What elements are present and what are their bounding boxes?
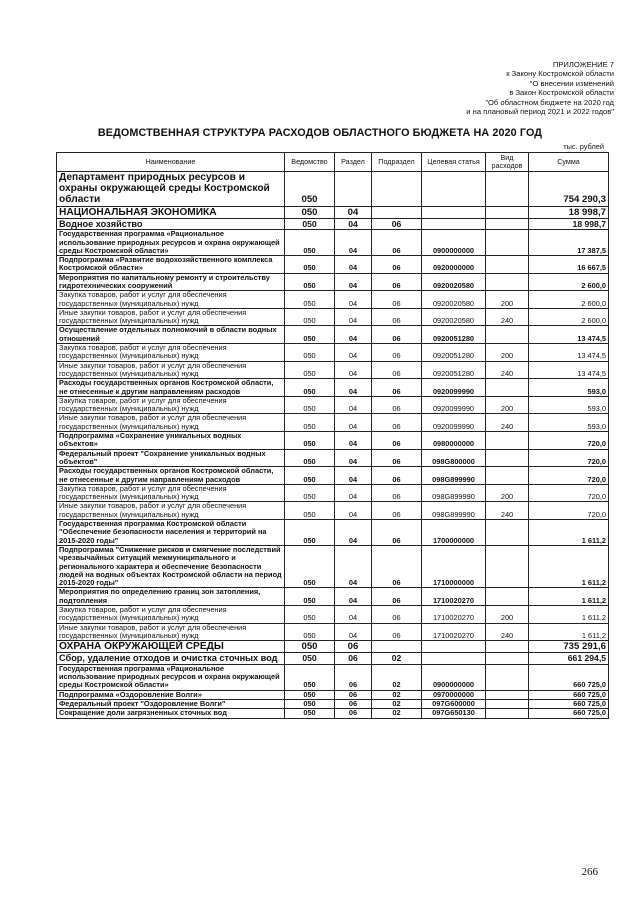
cell-amount: 593,0 <box>529 396 609 414</box>
cell-ministry: 050 <box>285 605 335 623</box>
cell-amount: 660 725,0 <box>529 664 609 690</box>
cell-ministry: 050 <box>285 379 335 397</box>
cell-name: ОХРАНА ОКРУЖАЮЩЕЙ СРЕДЫ <box>57 641 285 653</box>
cell-expense-type: 200 <box>486 344 529 362</box>
cell-amount: 2 600,0 <box>529 291 609 309</box>
cell-amount: 13 474,5 <box>529 344 609 362</box>
cell-name: Закупка товаров, работ и услуг для обеспечения государственных (муниципальных) нужд <box>57 396 285 414</box>
table-row <box>57 379 609 397</box>
table-row <box>57 361 609 379</box>
cell-amount: 720,0 <box>529 467 609 485</box>
cell-subsection <box>372 172 422 207</box>
cell-expense-type <box>486 230 529 256</box>
appendix-line: и на плановый период 2021 и 2022 годов" <box>466 107 614 117</box>
cell-section: 06 <box>335 699 372 708</box>
document-title: ВЕДОМСТВЕННАЯ СТРУКТУРА РАСХОДОВ ОБЛАСТНОГО БЮДЖЕТА НА 2020 ГОД <box>97 127 543 139</box>
cell-subsection <box>372 206 422 218</box>
cell-subsection: 06 <box>372 361 422 379</box>
cell-ministry: 050 <box>285 172 335 207</box>
cell-expense-type <box>486 172 529 207</box>
cell-name: Государственная программа Костромской области "Обеспечение безопасности населения и территорий на 2015-2020 годы" <box>57 520 285 546</box>
cell-amount: 16 667,5 <box>529 256 609 274</box>
table-row <box>57 520 609 546</box>
cell-name: Подпрограмма «Оздоровление Волги» <box>57 690 285 699</box>
cell-amount: 593,0 <box>529 379 609 397</box>
cell-name: Подпрограмма «Развитие водохозяйственного комплекса Костромской области» <box>57 256 285 274</box>
table-row <box>57 502 609 520</box>
page-number: 266 <box>581 866 598 878</box>
cell-name: Подпрограмма «Сохранение уникальных водных объектов» <box>57 432 285 450</box>
cell-amount: 17 387,5 <box>529 230 609 256</box>
cell-section: 04 <box>335 467 372 485</box>
cell-target-article <box>422 218 486 229</box>
cell-subsection: 06 <box>372 502 422 520</box>
appendix-line: "Об областном бюджете на 2020 год <box>485 97 614 107</box>
cell-name: Закупка товаров, работ и услуг для обеспечения государственных (муниципальных) нужд <box>57 605 285 623</box>
cell-amount: 660 725,0 <box>529 690 609 699</box>
cell-name: Закупка товаров, работ и услуг для обеспечения государственных (муниципальных) нужд <box>57 291 285 309</box>
cell-name: НАЦИОНАЛЬНАЯ ЭКОНОМИКА <box>57 206 285 218</box>
cell-expense-type <box>486 545 529 587</box>
table-row <box>57 414 609 432</box>
cell-expense-type <box>486 653 529 664</box>
cell-subsection: 02 <box>372 690 422 699</box>
appendix-line: в Закон Костромской области <box>509 88 614 98</box>
cell-expense-type <box>486 520 529 546</box>
cell-target-article: 0970000000 <box>422 690 486 699</box>
cell-target-article: 0920020580 <box>422 308 486 326</box>
cell-section: 04 <box>335 256 372 274</box>
cell-target-article: 0900000000 <box>422 230 486 256</box>
cell-name: Иные закупки товаров, работ и услуг для обеспечения государственных (муниципальных) нужд <box>57 502 285 520</box>
cell-amount: 660 725,0 <box>529 699 609 708</box>
header-cell-subsection: Подраздел <box>372 153 422 172</box>
cell-ministry: 050 <box>285 326 335 344</box>
cell-expense-type <box>486 379 529 397</box>
cell-subsection: 06 <box>372 467 422 485</box>
cell-ministry: 050 <box>285 432 335 450</box>
cell-expense-type: 240 <box>486 623 529 641</box>
cell-target-article: 098G899990 <box>422 502 486 520</box>
cell-expense-type <box>486 273 529 291</box>
cell-section: 04 <box>335 484 372 502</box>
table-row <box>57 449 609 467</box>
cell-expense-type <box>486 449 529 467</box>
cell-section: 04 <box>335 545 372 587</box>
cell-subsection: 06 <box>372 344 422 362</box>
header-cell-ministry: Ведомство <box>285 153 335 172</box>
cell-ministry: 050 <box>285 308 335 326</box>
cell-amount: 13 474,5 <box>529 326 609 344</box>
cell-target-article <box>422 653 486 664</box>
cell-expense-type <box>486 690 529 699</box>
cell-section: 04 <box>335 414 372 432</box>
cell-section: 04 <box>335 344 372 362</box>
cell-name: Сбор, удаление отходов и очистка сточных вод <box>57 653 285 664</box>
table-row <box>57 206 609 218</box>
cell-target-article: 0920020580 <box>422 273 486 291</box>
cell-amount: 2 600,0 <box>529 273 609 291</box>
table-row <box>57 308 609 326</box>
table-row <box>57 623 609 641</box>
cell-name: Иные закупки товаров, работ и услуг для обеспечения государственных (муниципальных) нужд <box>57 308 285 326</box>
cell-target-article: 1700000000 <box>422 520 486 546</box>
cell-subsection: 06 <box>372 545 422 587</box>
header-cell-section: Раздел <box>335 153 372 172</box>
cell-ministry: 050 <box>285 291 335 309</box>
cell-ministry: 050 <box>285 641 335 653</box>
appendix-line: "О внесении изменений <box>529 78 614 88</box>
cell-name: Водное хозяйство <box>57 218 285 229</box>
table-header-row <box>57 153 609 172</box>
header-cell-expense-type: Вид расходов <box>486 153 529 172</box>
cell-target-article: 1710020270 <box>422 623 486 641</box>
cell-target-article: 0920020580 <box>422 291 486 309</box>
cell-ministry: 050 <box>285 230 335 256</box>
budget-table <box>56 152 609 719</box>
table-row <box>57 326 609 344</box>
header-cell-target-article: Целевая статья <box>422 153 486 172</box>
cell-subsection: 02 <box>372 699 422 708</box>
cell-amount: 1 611,2 <box>529 520 609 546</box>
cell-name: Подпрограмма "Снижение рисков и смягчение последствий чрезвычайных ситуаций межмуниципального и регионального характера и обеспечение безопасности людей на водных объектах Костромской области на период 2015-2020 годы" <box>57 545 285 587</box>
cell-amount: 593,0 <box>529 414 609 432</box>
cell-ministry: 050 <box>285 273 335 291</box>
cell-name: Расходы государственных органов Костромской области, не отнесенные к другим направлениям расходов <box>57 467 285 485</box>
cell-amount: 735 291,6 <box>529 641 609 653</box>
cell-amount: 1 611,2 <box>529 545 609 587</box>
cell-section: 04 <box>335 432 372 450</box>
header-cell-amount: Сумма <box>529 153 609 172</box>
cell-ministry: 050 <box>285 484 335 502</box>
cell-subsection: 06 <box>372 432 422 450</box>
cell-ministry: 050 <box>285 588 335 606</box>
cell-expense-type <box>486 641 529 653</box>
table-row <box>57 467 609 485</box>
table-row <box>57 432 609 450</box>
cell-ministry: 050 <box>285 344 335 362</box>
cell-target-article: 0920000000 <box>422 256 486 274</box>
cell-expense-type: 200 <box>486 291 529 309</box>
cell-name: Расходы государственных органов Костромской области, не отнесенные к другим направлениям расходов <box>57 379 285 397</box>
cell-subsection: 06 <box>372 396 422 414</box>
table-row <box>57 641 609 653</box>
cell-amount: 1 611,2 <box>529 623 609 641</box>
appendix-line: к Закону Костромской области <box>506 69 614 79</box>
table-body <box>57 172 609 719</box>
cell-section: 04 <box>335 218 372 229</box>
cell-subsection: 06 <box>372 256 422 274</box>
cell-expense-type: 200 <box>486 605 529 623</box>
table-row <box>57 172 609 207</box>
cell-target-article: 097G650130 <box>422 709 486 718</box>
table-row <box>57 230 609 256</box>
cell-ministry: 050 <box>285 545 335 587</box>
cell-ministry: 050 <box>285 218 335 229</box>
cell-ministry: 050 <box>285 709 335 718</box>
cell-amount: 18 998,7 <box>529 218 609 229</box>
cell-subsection: 06 <box>372 484 422 502</box>
units-label: тыс. рублей <box>563 142 604 151</box>
cell-section: 04 <box>335 206 372 218</box>
cell-ministry: 050 <box>285 623 335 641</box>
appendix-note <box>466 60 614 116</box>
cell-expense-type <box>486 218 529 229</box>
table-row <box>57 653 609 664</box>
cell-target-article: 0980000000 <box>422 432 486 450</box>
cell-expense-type <box>486 467 529 485</box>
cell-section: 04 <box>335 520 372 546</box>
cell-subsection: 02 <box>372 709 422 718</box>
cell-amount: 1 611,2 <box>529 605 609 623</box>
cell-expense-type: 240 <box>486 308 529 326</box>
cell-amount: 18 998,7 <box>529 206 609 218</box>
cell-expense-type: 240 <box>486 361 529 379</box>
cell-subsection: 06 <box>372 623 422 641</box>
cell-section: 04 <box>335 308 372 326</box>
cell-expense-type <box>486 432 529 450</box>
cell-expense-type: 240 <box>486 502 529 520</box>
cell-target-article: 0920051280 <box>422 326 486 344</box>
table-row <box>57 664 609 690</box>
cell-name: Иные закупки товаров, работ и услуг для обеспечения государственных (муниципальных) нужд <box>57 414 285 432</box>
cell-ministry: 050 <box>285 653 335 664</box>
table-row <box>57 709 609 718</box>
table-row <box>57 218 609 229</box>
cell-subsection: 06 <box>372 218 422 229</box>
cell-name: Сокращение доли загрязненных сточных вод <box>57 709 285 718</box>
table-row <box>57 256 609 274</box>
table-row <box>57 545 609 587</box>
cell-name: Государственная программа «Рациональное использование природных ресурсов и охрана окружающей среды Костромской области» <box>57 664 285 690</box>
table-row <box>57 273 609 291</box>
cell-target-article: 097G600000 <box>422 699 486 708</box>
table-row <box>57 291 609 309</box>
cell-name: Департамент природных ресурсов и охраны окружающей среды Костромской области <box>57 172 285 207</box>
cell-expense-type <box>486 699 529 708</box>
cell-name: Закупка товаров, работ и услуг для обеспечения государственных (муниципальных) нужд <box>57 484 285 502</box>
cell-ministry: 050 <box>285 467 335 485</box>
cell-section: 06 <box>335 709 372 718</box>
cell-subsection: 06 <box>372 449 422 467</box>
cell-section: 04 <box>335 361 372 379</box>
cell-name: Мероприятия по капитальному ремонту и строительству гидротехнических сооружений <box>57 273 285 291</box>
cell-ministry: 050 <box>285 664 335 690</box>
cell-amount: 720,0 <box>529 484 609 502</box>
cell-ministry: 050 <box>285 699 335 708</box>
cell-expense-type: 240 <box>486 414 529 432</box>
cell-subsection: 06 <box>372 605 422 623</box>
cell-target-article <box>422 172 486 207</box>
table-row <box>57 396 609 414</box>
cell-ministry: 050 <box>285 414 335 432</box>
cell-amount: 13 474,5 <box>529 361 609 379</box>
cell-subsection <box>372 641 422 653</box>
cell-ministry: 050 <box>285 256 335 274</box>
cell-name: Федеральный проект "Оздоровление Волги" <box>57 699 285 708</box>
cell-name: Федеральный проект "Сохранение уникальных водных объектов" <box>57 449 285 467</box>
cell-target-article: 0900000000 <box>422 664 486 690</box>
cell-section: 06 <box>335 690 372 699</box>
cell-amount: 2 600,0 <box>529 308 609 326</box>
cell-name: Закупка товаров, работ и услуг для обеспечения государственных (муниципальных) нужд <box>57 344 285 362</box>
cell-target-article: 0920051280 <box>422 344 486 362</box>
table-row <box>57 588 609 606</box>
cell-section: 06 <box>335 664 372 690</box>
cell-section: 04 <box>335 605 372 623</box>
cell-expense-type <box>486 588 529 606</box>
cell-ministry: 050 <box>285 449 335 467</box>
cell-expense-type <box>486 256 529 274</box>
cell-amount: 661 294,5 <box>529 653 609 664</box>
cell-section: 04 <box>335 588 372 606</box>
cell-subsection: 06 <box>372 273 422 291</box>
cell-section: 06 <box>335 641 372 653</box>
cell-section: 04 <box>335 291 372 309</box>
cell-target-article: 1710020270 <box>422 605 486 623</box>
cell-subsection: 06 <box>372 230 422 256</box>
cell-amount: 720,0 <box>529 502 609 520</box>
cell-name: Государственная программа «Рациональное использование природных ресурсов и охрана окружающей среды Костромской области» <box>57 230 285 256</box>
cell-target-article: 0920099990 <box>422 396 486 414</box>
cell-expense-type <box>486 664 529 690</box>
cell-target-article: 1710020270 <box>422 588 486 606</box>
cell-amount: 720,0 <box>529 432 609 450</box>
cell-section: 04 <box>335 379 372 397</box>
cell-amount: 754 290,3 <box>529 172 609 207</box>
cell-section: 04 <box>335 396 372 414</box>
cell-target-article: 1710000000 <box>422 545 486 587</box>
cell-target-article: 098G800000 <box>422 449 486 467</box>
cell-expense-type <box>486 326 529 344</box>
cell-subsection: 06 <box>372 379 422 397</box>
cell-ministry: 050 <box>285 396 335 414</box>
cell-name: Мероприятия по определению границ зон затопления, подтопления <box>57 588 285 606</box>
cell-subsection: 06 <box>372 588 422 606</box>
cell-section: 04 <box>335 623 372 641</box>
cell-target-article: 0920099990 <box>422 379 486 397</box>
cell-subsection: 06 <box>372 520 422 546</box>
cell-section: 04 <box>335 230 372 256</box>
cell-expense-type: 200 <box>486 484 529 502</box>
cell-section: 04 <box>335 326 372 344</box>
cell-amount: 660 725,0 <box>529 709 609 718</box>
cell-subsection: 06 <box>372 308 422 326</box>
cell-target-article: 0920099990 <box>422 414 486 432</box>
cell-name: Осуществление отдельных полномочий в области водных отношений <box>57 326 285 344</box>
cell-ministry: 050 <box>285 206 335 218</box>
cell-name: Иные закупки товаров, работ и услуг для обеспечения государственных (муниципальных) нужд <box>57 361 285 379</box>
table-row <box>57 605 609 623</box>
cell-subsection: 02 <box>372 664 422 690</box>
cell-target-article <box>422 206 486 218</box>
table-row <box>57 484 609 502</box>
cell-section: 06 <box>335 653 372 664</box>
cell-amount: 720,0 <box>529 449 609 467</box>
cell-ministry: 050 <box>285 361 335 379</box>
cell-amount: 1 611,2 <box>529 588 609 606</box>
cell-section: 04 <box>335 502 372 520</box>
cell-target-article: 098G899990 <box>422 484 486 502</box>
cell-subsection: 02 <box>372 653 422 664</box>
cell-section: 04 <box>335 273 372 291</box>
cell-name: Иные закупки товаров, работ и услуг для обеспечения государственных (муниципальных) нужд <box>57 623 285 641</box>
cell-section <box>335 172 372 207</box>
cell-subsection: 06 <box>372 414 422 432</box>
cell-section: 04 <box>335 449 372 467</box>
cell-expense-type <box>486 206 529 218</box>
cell-target-article: 098G899990 <box>422 467 486 485</box>
cell-expense-type <box>486 709 529 718</box>
cell-target-article <box>422 641 486 653</box>
cell-ministry: 050 <box>285 502 335 520</box>
cell-ministry: 050 <box>285 520 335 546</box>
appendix-line: ПРИЛОЖЕНИЕ 7 <box>552 60 614 69</box>
header-cell-name: Наименование <box>57 153 285 172</box>
cell-expense-type: 200 <box>486 396 529 414</box>
cell-subsection: 06 <box>372 291 422 309</box>
cell-ministry: 050 <box>285 690 335 699</box>
cell-target-article: 0920051280 <box>422 361 486 379</box>
cell-subsection: 06 <box>372 326 422 344</box>
table-row <box>57 344 609 362</box>
